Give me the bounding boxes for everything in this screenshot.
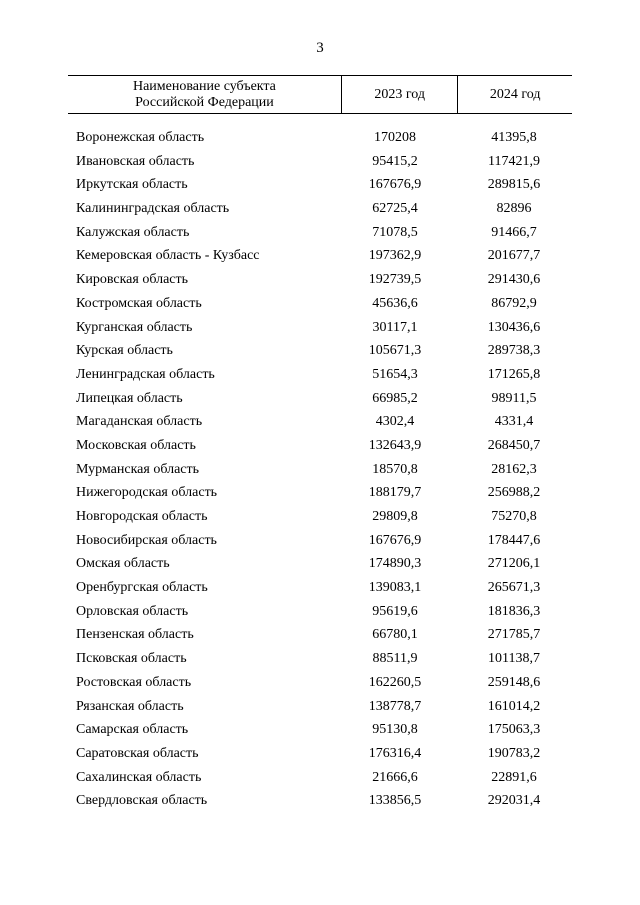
row-subject-name: Калининградская область [76, 201, 230, 217]
row-subject-name: Сахалинская область [76, 769, 202, 785]
row-subject-name: Кировская область [76, 272, 189, 288]
header-subject-name-line2: Российской Федерации [135, 94, 274, 110]
row-subject-name: Новосибирская область [76, 532, 217, 548]
table-row [0, 128, 640, 152]
row-subject-name: Ростовская область [76, 674, 192, 690]
table-row [0, 341, 640, 365]
row-subject-name: Орловская область [76, 603, 189, 619]
row-value-2023: 188179,7 [368, 485, 422, 501]
table-row [0, 412, 640, 436]
table-row [0, 791, 640, 815]
row-value-2024: 171265,8 [487, 366, 541, 382]
table-row [0, 768, 640, 792]
table-row [0, 246, 640, 270]
row-subject-name: Свердловская область [76, 793, 208, 809]
row-subject-name: Новгородская область [76, 509, 208, 524]
row-value-2024: 86792,9 [491, 295, 537, 311]
table-row [0, 223, 640, 247]
row-value-2023: 62725,4 [372, 201, 418, 217]
row-value-2024: 130436,6 [487, 319, 541, 335]
row-value-2024: 289815,6 [487, 177, 541, 193]
table-row [0, 720, 640, 744]
row-value-2023: 66780,1 [372, 627, 418, 643]
row-value-2023: 95130,8 [372, 722, 418, 738]
row-subject-name: Курская область [76, 343, 173, 359]
row-value-2024: 265671,3 [487, 580, 541, 596]
table-row [0, 507, 640, 531]
row-subject-name: Оренбургская область [76, 580, 208, 596]
row-value-2023: 139083,1 [368, 580, 422, 596]
row-subject-name: Псковская область [76, 651, 187, 667]
row-subject-name: Курганская область [76, 319, 193, 335]
table-row [0, 697, 640, 721]
header-subject-name-line1: Наименование субъекта [132, 78, 276, 94]
row-value-2023: 167676,9 [368, 177, 422, 193]
row-value-2023: 29809,8 [372, 509, 418, 524]
table-row [0, 389, 640, 413]
row-value-2024: 268450,7 [487, 437, 541, 453]
row-value-2024: 175063,3 [487, 722, 541, 738]
header-year-2023: 2023 год [341, 76, 458, 113]
table-row [0, 152, 640, 176]
row-value-2024: 98911,5 [491, 390, 537, 406]
row-value-2024: 82896 [496, 201, 532, 217]
row-subject-name: Московская область [76, 437, 196, 453]
row-value-2024: 291430,6 [487, 272, 541, 288]
table-row [0, 294, 640, 318]
row-value-2023: 132643,9 [368, 437, 422, 453]
table-header [68, 75, 572, 114]
row-subject-name: Нижегородская область [76, 485, 218, 501]
row-value-2024: 4331,4 [494, 414, 534, 430]
table-row [0, 744, 640, 768]
table-row [0, 436, 640, 460]
row-value-2024: 271785,7 [487, 627, 541, 643]
row-subject-name: Иркутская область [76, 177, 188, 193]
row-value-2024: 190783,2 [487, 745, 541, 761]
row-value-2023: 45636,6 [372, 295, 418, 311]
row-value-2024: 289738,3 [487, 343, 541, 359]
row-subject-name: Костромская область [76, 295, 202, 311]
row-value-2023: 4302,4 [375, 414, 415, 430]
row-subject-name: Саратовская область [76, 745, 199, 761]
table-row [0, 531, 640, 555]
row-subject-name: Омская область [76, 556, 170, 572]
row-value-2024: 22891,6 [491, 769, 537, 785]
row-value-2024: 256988,2 [487, 485, 541, 501]
table-row [0, 318, 640, 342]
table-row [0, 483, 640, 507]
row-subject-name: Липецкая область [76, 390, 183, 406]
row-value-2023: 176316,4 [368, 745, 422, 761]
row-value-2024: 178447,6 [487, 532, 541, 548]
row-value-2023: 197362,9 [368, 248, 422, 264]
row-value-2023: 95415,2 [372, 153, 418, 169]
row-value-2023: 88511,9 [372, 651, 418, 667]
row-value-2024: 292031,4 [487, 793, 541, 809]
table-row [0, 365, 640, 389]
row-value-2023: 170208 [374, 130, 416, 145]
row-value-2024: 75270,8 [491, 509, 537, 524]
row-value-2024: 181836,3 [487, 603, 541, 619]
table-body [0, 128, 640, 815]
table-row [0, 649, 640, 673]
table-row [0, 175, 640, 199]
table-row [0, 270, 640, 294]
row-value-2023: 174890,3 [368, 556, 422, 572]
row-value-2024: 41395,8 [491, 130, 537, 145]
row-value-2023: 167676,9 [368, 532, 422, 548]
row-value-2023: 95619,6 [372, 603, 418, 619]
row-subject-name: Кемеровская область - Кузбасс [76, 248, 260, 264]
row-value-2023: 105671,3 [368, 343, 422, 359]
row-subject-name: Калужская область [76, 224, 190, 240]
header-year-2024: 2024 год [457, 76, 572, 113]
row-subject-name: Ивановская область [76, 153, 195, 169]
row-subject-name: Ленинградская область [76, 366, 215, 382]
row-value-2024: 91466,7 [491, 224, 537, 240]
row-value-2024: 101138,7 [488, 651, 540, 667]
table-row [0, 673, 640, 697]
row-value-2024: 201677,7 [487, 248, 541, 264]
row-value-2023: 138778,7 [368, 698, 422, 714]
row-value-2024: 271206,1 [487, 556, 541, 572]
row-subject-name: Самарская область [76, 722, 189, 738]
row-value-2023: 51654,3 [372, 366, 418, 382]
page-number: 3 [316, 40, 324, 56]
table-row [0, 625, 640, 649]
row-value-2023: 162260,5 [368, 674, 422, 690]
table-row [0, 554, 640, 578]
table-row [0, 602, 640, 626]
table-row [0, 578, 640, 602]
row-subject-name: Воронежская область [76, 130, 205, 145]
row-value-2024: 117421,9 [488, 153, 540, 169]
row-value-2023: 66985,2 [372, 390, 418, 406]
row-value-2024: 28162,3 [491, 461, 537, 477]
row-value-2024: 259148,6 [487, 674, 541, 690]
row-value-2023: 21666,6 [372, 769, 418, 785]
header-subject-name [68, 76, 341, 113]
row-value-2023: 18570,8 [372, 461, 418, 477]
table-row [0, 199, 640, 223]
row-subject-name: Мурманская область [76, 461, 200, 477]
row-subject-name: Магаданская область [76, 414, 203, 430]
row-value-2023: 30117,1 [372, 319, 418, 335]
row-value-2023: 133856,5 [368, 793, 422, 809]
row-value-2024: 161014,2 [487, 698, 541, 714]
table-row [0, 460, 640, 484]
row-subject-name: Пензенская область [76, 627, 194, 643]
row-subject-name: Рязанская область [76, 698, 184, 714]
row-value-2023: 192739,5 [368, 272, 422, 288]
row-value-2023: 71078,5 [372, 224, 418, 240]
